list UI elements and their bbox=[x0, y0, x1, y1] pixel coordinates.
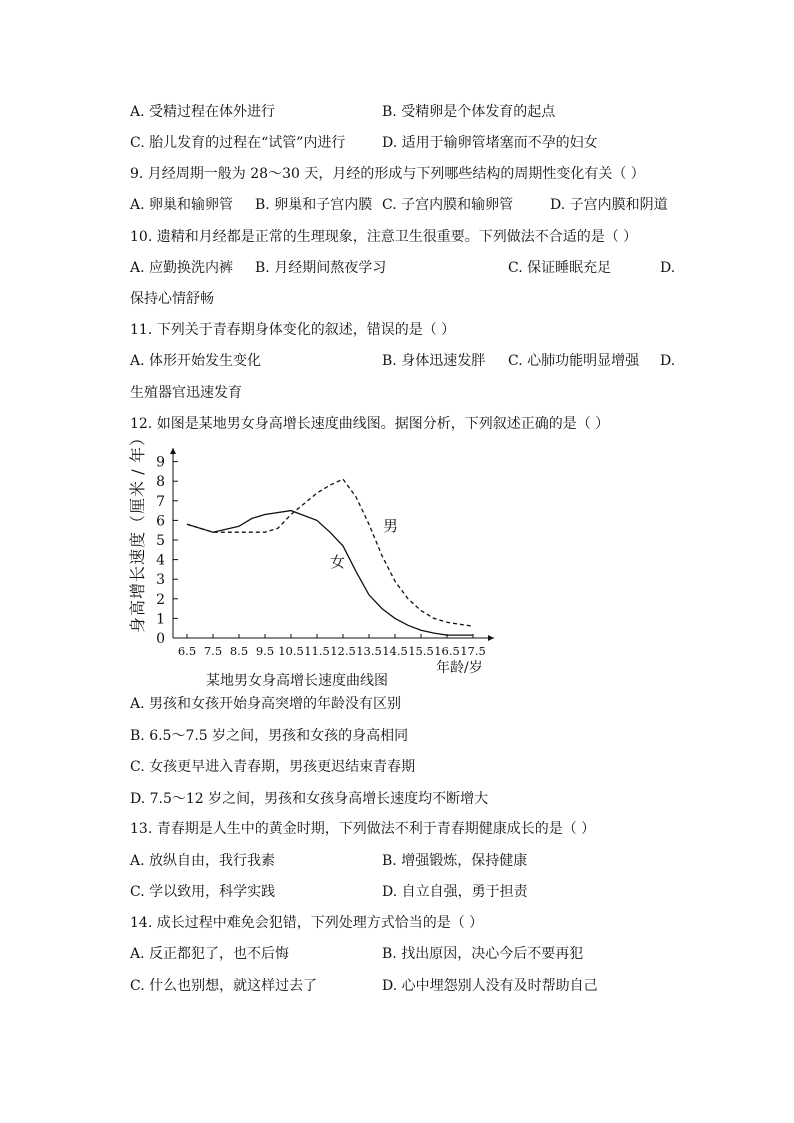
q14-option-c: C. 什么也别想，就这样过去了 bbox=[130, 978, 318, 994]
q14-stem: 14. 成长过程中难免会犯错，下列处理方式恰当的是（ ） bbox=[130, 915, 484, 931]
q11-option-a: A. 体形开始发生变化 bbox=[130, 353, 262, 369]
y-tick-label: 2 bbox=[156, 591, 165, 608]
series-label-boy: 男 bbox=[383, 517, 399, 535]
y-axis-label-char: ） bbox=[128, 429, 147, 447]
q14-option-a: A. 反正都犯了，也不后悔 bbox=[130, 946, 290, 962]
q13-option-c: C. 学以致用，科学实践 bbox=[130, 884, 276, 900]
y-axis-label-char: 年 bbox=[128, 446, 147, 464]
q11-option-d-prefix: D. bbox=[660, 353, 676, 369]
q13-option-a: A. 放纵自由，我行我素 bbox=[130, 853, 276, 869]
y-axis-label-char: 增 bbox=[128, 582, 147, 600]
y-tick-label: 7 bbox=[156, 493, 165, 510]
y-tick-label: 3 bbox=[156, 572, 165, 589]
q12-option-c: C. 女孩更早进入青春期，男孩更迟结束青春期 bbox=[130, 759, 416, 775]
series-label-girl: 女 bbox=[330, 553, 346, 571]
q13-option-d: D. 自立自强，勇于担责 bbox=[382, 884, 528, 900]
q12-option-a: A. 男孩和女孩开始身高突增的年龄没有区别 bbox=[130, 696, 402, 712]
y-axis-label-char: 米 bbox=[128, 480, 147, 498]
x-tick-label: 14.5 bbox=[382, 644, 408, 658]
x-tick-label: 8.5 bbox=[229, 644, 249, 658]
q14-option-d: D. 心中埋怨别人没有及时帮助自己 bbox=[382, 978, 598, 994]
x-tick-label: 10.5 bbox=[278, 644, 304, 658]
x-tick-label: 7.5 bbox=[203, 644, 223, 658]
height-growth-chart bbox=[126, 429, 506, 696]
x-tick-label: 15.5 bbox=[408, 644, 434, 658]
q8-option-b: B. 受精卵是个体发育的起点 bbox=[382, 104, 556, 120]
x-axis-label: 年龄/岁 bbox=[436, 660, 483, 676]
y-tick-label: 4 bbox=[156, 552, 165, 569]
q8-option-d: D. 适用于输卵管堵塞而不孕的妇女 bbox=[382, 135, 598, 151]
q12-option-b: B. 6.5～7.5 岁之间，男孩和女孩的身高相同 bbox=[130, 728, 409, 744]
x-tick-label: 13.5 bbox=[356, 644, 382, 658]
q8-option-a: A. 受精过程在体外进行 bbox=[130, 104, 276, 120]
x-tick-label: 12.5 bbox=[330, 644, 356, 658]
x-tick-label: 16.5 bbox=[434, 644, 460, 658]
q9-option-b: B. 卵巢和子宫内膜 bbox=[255, 197, 373, 213]
q10-option-d-text: 保持心情舒畅 bbox=[130, 291, 214, 307]
y-tick-label: 5 bbox=[156, 533, 165, 549]
q13-stem: 13. 青春期是人生中的黄金时期，下列做法不利于青春期健康成长的是（ ） bbox=[130, 821, 596, 837]
y-axis-label-char: 度 bbox=[128, 531, 147, 549]
q9-option-d: D. 子宫内膜和阴道 bbox=[550, 197, 668, 213]
y-tick-label: 9 bbox=[156, 454, 165, 471]
q10-stem: 10. 遗精和月经都是正常的生理现象，注意卫生很重要。下列做法不合适的是（ ） bbox=[130, 229, 638, 245]
q8-option-c: C. 胎儿发育的过程在“试管”内进行 bbox=[130, 135, 346, 151]
q14-option-b: B. 找出原因，决心今后不要再犯 bbox=[382, 946, 584, 962]
y-axis-label-char: 厘 bbox=[128, 497, 147, 515]
y-axis-label-char: 速 bbox=[128, 548, 147, 566]
q10-option-b: B. 月经期间熬夜学习 bbox=[255, 260, 387, 276]
x-tick-label: 6.5 bbox=[177, 644, 197, 658]
y-axis-label-char: （ bbox=[128, 514, 147, 532]
q13-option-b: B. 增强锻炼，保持健康 bbox=[382, 853, 528, 869]
q9-option-c: C. 子宫内膜和输卵管 bbox=[382, 197, 514, 213]
series-line-girl bbox=[187, 511, 473, 635]
q11-option-b: B. 身体迅速发胖 bbox=[382, 353, 486, 369]
y-tick-label: 0 bbox=[156, 631, 165, 647]
y-axis-label-char: 身 bbox=[128, 616, 147, 634]
chart-title: 某地男女身高增长速度曲线图 bbox=[206, 673, 388, 689]
x-tick-label: 9.5 bbox=[255, 644, 275, 658]
q10-option-d-prefix: D. bbox=[660, 260, 676, 276]
q9-stem: 9. 月经周期一般为 28～30 天，月经的形成与下列哪些结构的周期性变化有关（ ） bbox=[130, 166, 645, 182]
y-axis-label-char: 长 bbox=[128, 565, 147, 583]
x-tick-label: 11.5 bbox=[304, 644, 330, 658]
q11-stem: 11. 下列关于青春期身体变化的叙述，错误的是（ ） bbox=[130, 322, 456, 338]
y-axis-label-char: / bbox=[128, 469, 147, 475]
x-tick-label: 17.5 bbox=[460, 644, 486, 658]
q11-option-d-text: 生殖器官迅速发育 bbox=[130, 385, 242, 401]
q12-stem: 12. 如图是某地男女身高增长速度曲线图。据图分析，下列叙述正确的是（ ） bbox=[130, 416, 610, 432]
y-tick-label: 6 bbox=[156, 513, 165, 530]
q10-option-a: A. 应勤换洗内裤 bbox=[130, 260, 234, 276]
y-axis-label bbox=[128, 430, 147, 633]
q12-option-d: D. 7.5～12 岁之间，男孩和女孩身高增长速度均不断增大 bbox=[130, 791, 489, 807]
q9-option-a: A. 卵巢和输卵管 bbox=[130, 197, 234, 213]
y-tick-label: 1 bbox=[156, 611, 165, 628]
y-axis-label-char: 高 bbox=[128, 599, 147, 617]
y-tick-label: 8 bbox=[156, 474, 165, 491]
q11-option-c: C. 心肺功能明显增强 bbox=[508, 353, 640, 369]
q10-option-c: C. 保证睡眠充足 bbox=[508, 260, 612, 276]
